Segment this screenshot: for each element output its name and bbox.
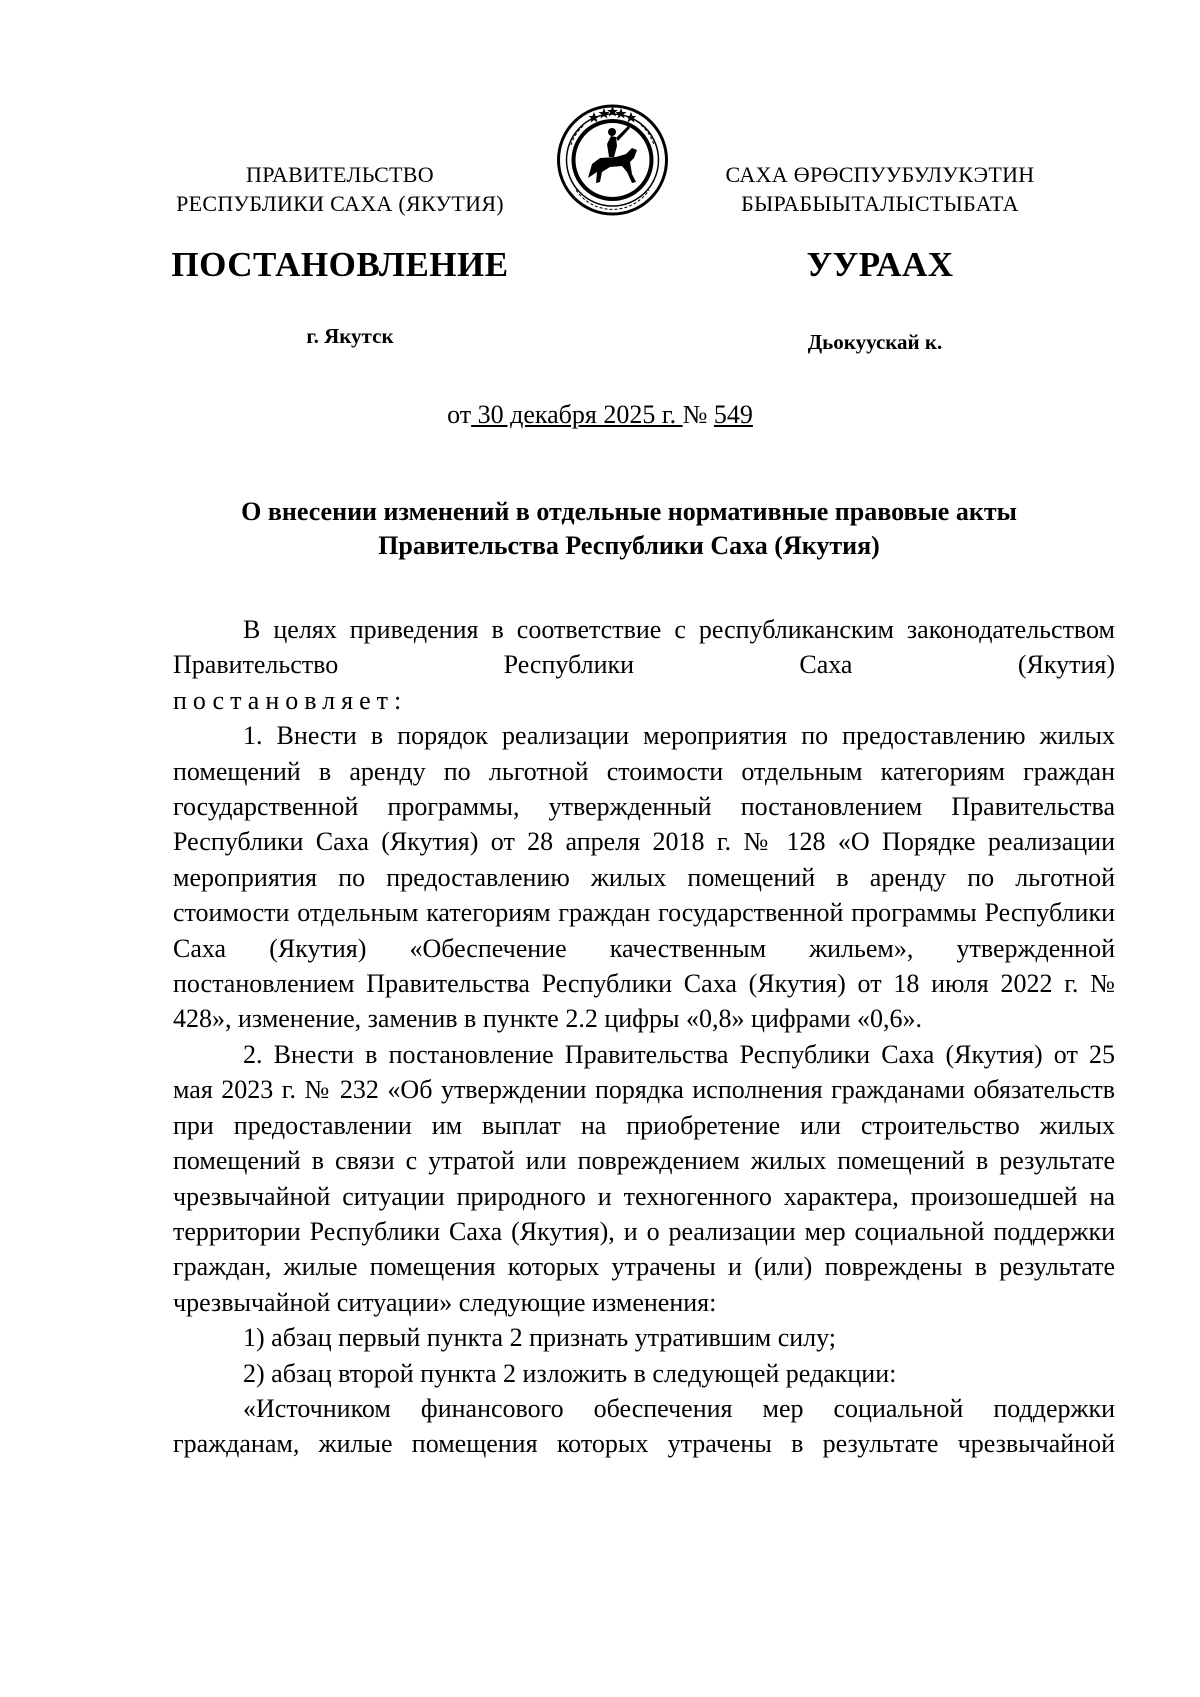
document-body: [173, 612, 1115, 1462]
document-number: 549: [713, 400, 753, 429]
header-right: [690, 160, 1070, 218]
date-line: [0, 400, 1200, 430]
document-title: [170, 495, 1088, 563]
date-value: 30 декабря 2025 г.: [471, 400, 683, 429]
header-right-line1: САХА ӨРӨСПУУБУЛУКЭТИН: [725, 162, 1035, 187]
item-1: 1. Внести в порядок реализации мероприятия по предоставлению жилых помещений в аренду по льготной стоимости отдельным категориям граждан государственной программы, утвержденный постановлением Правительства Республики Саха (Якутия) от 28 апреля 2018 г. № 128 «О Порядке реализации мероприятия по предоставлению жилых помещений в аренду по льготной стоимости отдельным категориям граждан государственной программы Республики Саха (Якутия) «Обеспечение качественным жильем», утвержденной постановлением Правительства Республики Саха (Якутия) от 18 июля 2022 г. № 428», изменение, заменив в пункте 2.2 цифры «0,8» цифрами «0,6».: [173, 721, 1115, 1034]
title-line1: О внесении изменений в отдельные нормативные правовые акты: [241, 497, 1017, 526]
number-sign: №: [682, 400, 708, 429]
header-left-line1: ПРАВИТЕЛЬСТВО: [246, 162, 434, 187]
date-prefix: от: [447, 400, 472, 429]
doc-type-sah: УУРААХ: [806, 245, 954, 284]
header-right-line2: БЫРАБЫЫТАЛЫСТЫБАТА: [741, 191, 1019, 216]
decrees-word: постановляет:: [173, 685, 408, 715]
header-left: [150, 160, 530, 218]
item-2: 2. Внести в постановление Правительства Республики Саха (Якутия) от 25 мая 2023 г. № 232 «Об утверждении порядка исполнения гражданами обязательств при предоставлении им выплат на приобретение или строительство жилых помещений в связи с утратой или повреждением жилых помещений в результате чрезвычайной ситуации природного и техногенного характера, произошедшей на территории Республики Саха (Якутия), и о реализации мер социальной поддержки граждан, жилые помещения которых утрачены и (или) повреждены в результате чрезвычайной ситуации» следующие изменения:: [173, 1039, 1115, 1317]
doc-type-ru: ПОСТАНОВЛЕНИЕ: [171, 245, 509, 284]
header-left-line2: РЕСПУБЛИКИ САХА (ЯКУТИЯ): [176, 191, 504, 216]
preamble: В целях приведения в соответствие с республиканским законодательством Правительство Республики Саха (Якутия): [173, 615, 1115, 680]
emblem-graphic: [554, 100, 671, 217]
city-sah: Дьокуускай к.: [807, 330, 943, 354]
coat-of-arms-emblem: [554, 100, 671, 217]
city-ru: г. Якутск: [306, 324, 394, 348]
subitem-2: 2) абзац второй пункта 2 изложить в следующей редакции:: [243, 1358, 897, 1388]
subitem-1: 1) абзац первый пункта 2 признать утратившим силу;: [243, 1323, 836, 1353]
quote-paragraph: «Источником финансового обеспечения мер социальной поддержки гражданам, жилые помещения которых утрачены в результате чрезвычайной: [173, 1393, 1115, 1459]
title-line2: Правительства Республики Саха (Якутия): [378, 531, 880, 560]
decrees-line: [173, 683, 1115, 718]
